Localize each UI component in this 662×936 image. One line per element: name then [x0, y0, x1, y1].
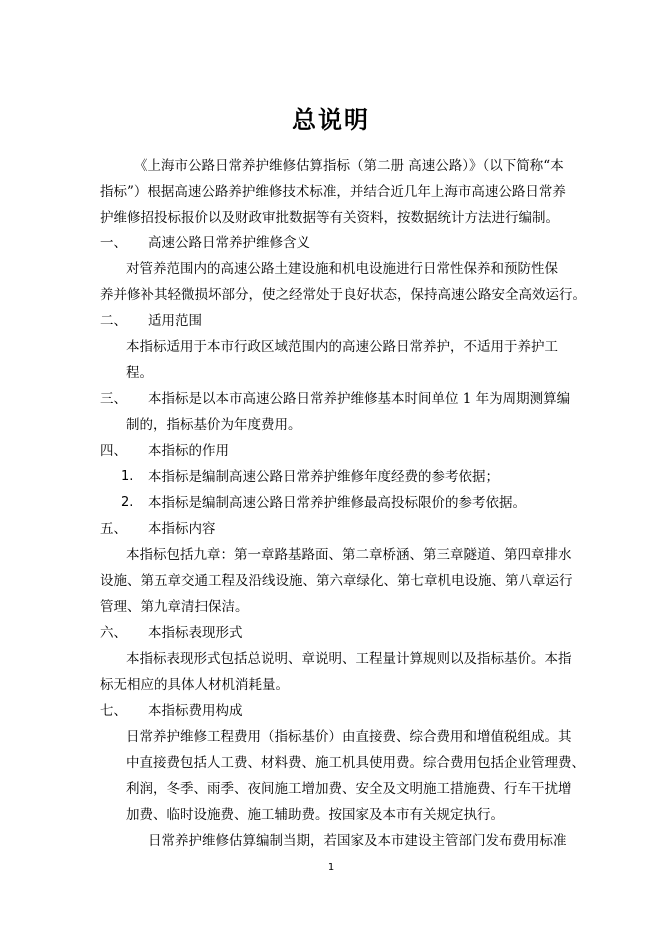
section-number: 三、	[100, 391, 127, 407]
section-number: 一、	[100, 235, 127, 251]
section-title: 本指标表现形式	[148, 625, 243, 641]
intro-line: 《上海市公路日常养护维修估算指标（第二册 高速公路）》（以下简称“本	[134, 158, 564, 174]
paragraph-line: 日常养护维修工程费用（指标基价）由直接费、综合费用和增值税组成。其	[126, 729, 572, 745]
list-item-number: 2.	[121, 495, 134, 510]
section-title: 本指标费用构成	[148, 703, 243, 719]
paragraph-line: 本指标适用于本市行政区域范围内的高速公路日常养护，不适用于养护工	[126, 339, 558, 355]
paragraph-line: 管理、第九章清扫保洁。	[100, 599, 249, 615]
list-item-text: 本指标是编制高速公路日常养护维修年度经费的参考依据；	[148, 469, 499, 485]
section-number: 四、	[100, 443, 127, 459]
paragraph-line: 加费、临时设施费、施工辅助费。按国家及本市有关规定执行。	[126, 807, 504, 823]
paragraph-line: 日常养护维修估算编制当期，若国家及本市建设主管部门发布费用标准	[148, 833, 567, 849]
paragraph-line: 本指标包括九章：第一章路基路面、第二章桥涵、第三章隧道、第四章排水	[126, 547, 572, 563]
list-item-text: 本指标是编制高速公路日常养护维修最高投标限价的参考依据。	[148, 495, 526, 511]
section-title: 高速公路日常养护维修含义	[148, 235, 310, 251]
paragraph-line: 标无相应的具体人材机消耗量。	[100, 677, 289, 693]
section-number: 七、	[100, 703, 127, 719]
intro-line: 护维修招投标报价以及财政审批数据等有关资料，按数据统计方法进行编制。	[100, 210, 559, 226]
section-title: 本指标是以本市高速公路日常养护维修基本时间单位 1 年为周期测算编	[148, 391, 571, 407]
section-number: 六、	[100, 625, 127, 641]
paragraph-line: 制的，指标基价为年度费用。	[126, 417, 302, 433]
section-title: 适用范围	[148, 313, 202, 329]
section-title: 本指标内容	[148, 521, 216, 537]
section-number: 五、	[100, 521, 127, 537]
page-number: 1	[327, 862, 335, 873]
page-title: 总说明	[292, 106, 370, 134]
paragraph-line: 本指标表现形式包括总说明、章说明、工程量计算规则以及指标基价。本指	[126, 651, 572, 667]
paragraph-line: 养并修补其轻微损坏部分，使之经常处于良好状态，保持高速公路安全高效运行。	[100, 287, 586, 303]
list-item-number: 1.	[121, 469, 134, 484]
intro-line: 指标”）根据高速公路养护维修技术标准，并结合近几年上海市高速公路日常养	[100, 184, 566, 200]
paragraph-line: 对管养范围内的高速公路土建设施和机电设施进行日常性保养和预防性保	[126, 261, 558, 277]
paragraph-line: 中直接费包括人工费、材料费、施工机具使用费。综合费用包括企业管理费、	[126, 755, 585, 771]
section-title: 本指标的作用	[148, 443, 229, 459]
section-number: 二、	[100, 313, 127, 329]
paragraph-line: 利润，冬季、雨季、夜间施工增加费、安全及文明施工措施费、行车干扰增	[126, 781, 572, 797]
paragraph-line: 设施、第五章交通工程及沿线设施、第六章绿化、第七章机电设施、第八章运行	[100, 573, 573, 589]
paragraph-line: 程。	[126, 365, 153, 381]
